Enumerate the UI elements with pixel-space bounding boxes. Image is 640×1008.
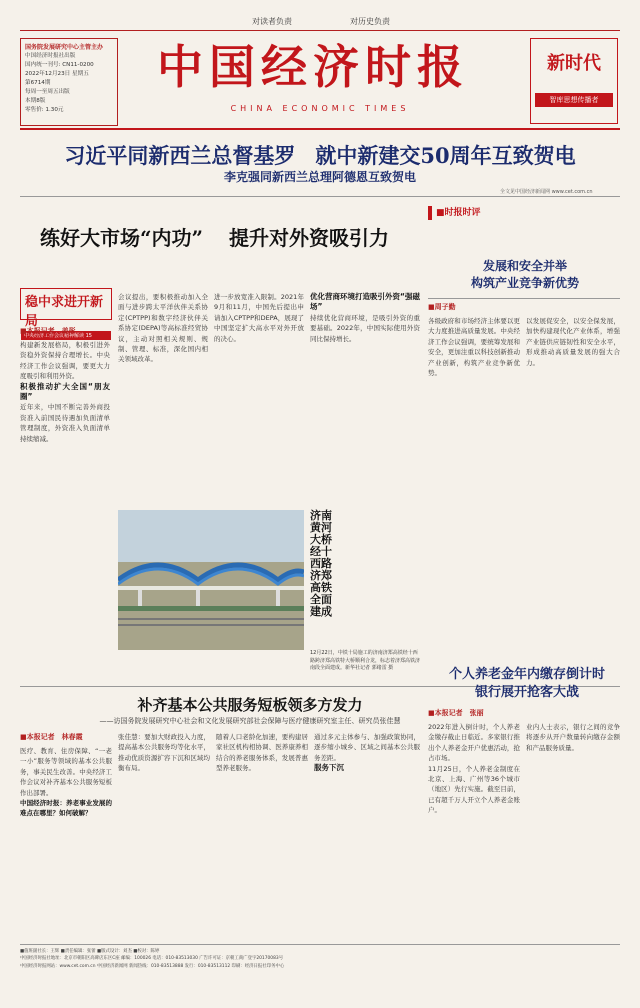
column-badge-sub: 中央经济工作会议精神解读 15: [21, 331, 111, 340]
new-era-badge: [530, 38, 618, 124]
story4-byline: ■本报记者 张丽: [428, 709, 484, 717]
story3-subhead: 服务下沉: [314, 763, 344, 773]
story2-col1: 各级政府和市场经济主体要以更大力度推进高质量发展。中央经济工作会议强调，要统筹发展和安全，更加注重以科技创新推动产业创新，构筑产业竞争新优势。: [428, 317, 520, 378]
lead-rule: [20, 196, 620, 197]
top-tag-2: 对历史负责: [350, 17, 390, 26]
story1-headline[interactable]: [40, 222, 389, 251]
photo-caption-title: 济南黄河大桥经十西路济郑高铁全面建成: [310, 509, 332, 618]
story2-byline: ■周子勤: [428, 303, 456, 311]
story3-qa: 中国经济时报：养老事业发展的难点在哪里？如何破解？: [20, 799, 112, 818]
story3-col1: 医疗、教育、住房保障、“一老一小”服务等领域的基本公共服务，事关民生改善。中央经济工作会议对补齐基本公共服务短板作出部署。 中国经济时报：养老事业发展的难点在哪里？如何破解？: [20, 747, 112, 818]
story2-col2: 以发展促安全，以安全保发展，加快构建现代化产业体系，增强产业链供应链韧性和安全水平，形成推动高质量发展的强大合力。: [526, 317, 620, 367]
commentary-section-header: [428, 206, 620, 220]
info-pages: 本期8版: [25, 98, 46, 104]
story4-headline[interactable]: [434, 666, 620, 702]
story3-subheadline: ——访国务院发展研究中心社会和文化发展研究部社会保障与医疗健康研究室主任、研究员张佳慧: [99, 717, 401, 725]
top-rule: [20, 30, 620, 31]
story1-title-a: 练好大市场“内功”: [40, 226, 204, 250]
story1-byline: ■本报记者 姜彤: [20, 327, 76, 335]
story4-title-l2: 银行展开抢客大战: [474, 685, 579, 700]
footer-line-1: ■值班副社长：王辉 ■责任编辑：张蕾 ■版式设计：刘杰 ■校对：陈婷: [20, 949, 160, 954]
info-price: 零售价: 1.30元: [25, 107, 64, 113]
masthead-rule: [20, 128, 620, 130]
story3-col4: 通过多元主体参与、加强政策协同，逐步缩小城乡、区域之间基本公共服务差距。 服务下沉: [314, 733, 420, 773]
column-badge-title: 稳中求进开新局: [25, 295, 104, 329]
lead-dateline: 全文见中国经济新闻网 www.cet.com.cn: [500, 189, 593, 195]
footer-line-3: 中国经济时报网站：www.cet.com.cn 中国经济新闻网 新闻热线：010-83513888 发行：010-83513112 印刷：经济日报社印务中心: [20, 963, 285, 969]
story3-col3: 随着人口老龄化加速，要构建居家社区机构相协调、医养康养相结合的养老服务体系，发展普惠型养老服务。: [216, 733, 308, 773]
story4-title-l1: 个人养老金年内缴存倒计时: [448, 667, 605, 682]
story3-headline[interactable]: 补齐基本公共服务短板领多方发力: [137, 696, 363, 714]
badge-title: 新时代: [547, 53, 601, 74]
masthead-english: CHINA ECONOMIC TIMES: [230, 104, 410, 113]
story4-col2: 业内人士表示，银行之间的竞争将逐步从开户数量转向缴存金额和产品服务质量。: [526, 723, 620, 752]
story1-col3: 进一步放宽准入限制。2021年9月和11月，中国先后提出申请加入CPTPP和DEPA，展现了中国坚定扩大高水平对外开放的决心。: [214, 293, 304, 343]
lead-subheadline[interactable]: 李克强同新西兰总理阿德恩互致贺电: [223, 170, 416, 184]
publication-info-box: [20, 38, 118, 126]
info-org2: 中国经济时报社出版: [25, 53, 76, 59]
story2-headline[interactable]: [436, 258, 614, 292]
story1-col4: 优化营商环境打造吸引外资“强磁场” 持续优化营商环境，是吸引外资的重要基础。2022年，中国实际使用外资同比保持增长。: [310, 292, 420, 343]
top-tags: [246, 16, 396, 27]
photo-caption: 12月22日，中铁十局施工的济南济郑高铁经十西路跨济郑高铁特大桥顺利合龙，标志着济郑高铁济南段全面建成。新华社记者 郭绪雷 摄: [310, 650, 421, 671]
story1-col2: 会议提出，要积极推动加入全面与进步跨太平洋伙伴关系协定(CPTPP)和数字经济伙伴关系协定(DEPA)等高标准经贸协议，主动对照相关规则、规制、管理、标准，深化国内相关领域改革。: [118, 293, 208, 364]
footer-line-2: 中国经济时报社地址：北京市朝阳区高碑店东区C座 邮编：100026 电话：010-83513030 广告许可证：京朝工商广登字20170083号: [20, 956, 284, 962]
story1-col1: 构建新发展格局，积极引进外资稳外资保持合理增长。中央经济工作会议强调，要更大力度吸引和利用外资。 积极推动扩大全国“朋友圈” 近年来，中国不断完善外商投资准入前国民待遇加负面清单管理制度，外资准入负面清单持续缩减。: [20, 341, 110, 443]
story4-col1: 2022年进入倒计时，个人养老金缴存截止日临近。多家银行推出个人养老金开户优惠活动，抢占市场。 11月25日，个人养老金制度在北京、上海、广州等36个城市（地区）先行实施。截至目前，已有超千万人开立个人养老金账户。: [428, 723, 520, 815]
bridge-illustration: [118, 510, 304, 650]
story3-byline: ■本报记者 林春霞: [20, 733, 83, 741]
badge-sub: 智库思想传播者: [535, 93, 613, 107]
lead-headline-b: 就中新建交50周年互致贺电: [315, 143, 576, 168]
bridge-photo[interactable]: [118, 510, 304, 650]
info-org: 国务院发展研究中心主管主办: [25, 44, 104, 51]
page-footer: [20, 948, 620, 970]
lead-headline[interactable]: [20, 140, 620, 170]
story2-rule: [428, 298, 620, 299]
story2-title-l2: 构筑产业竞争新优势: [470, 276, 579, 290]
info-date: 2022年12月23日 星期五: [25, 71, 89, 77]
lead-headline-a: 习近平同新西兰总督基罗: [64, 143, 296, 168]
story1-subhead1: 积极推动扩大全国“朋友圈”: [20, 381, 110, 402]
info-cn: 国内统一刊号: CN11-0200: [25, 62, 94, 68]
story3-col2: 张佳慧：要加大财政投入力度，提高基本公共服务均等化水平，推动优质资源扩容下沉和区域均衡布局。: [118, 733, 210, 773]
top-tag-1: 对读者负责: [252, 17, 292, 26]
commentary-label: ■时报时评: [428, 206, 620, 220]
info-daily: 每周一至周五出版: [25, 89, 70, 95]
footer-rule: [20, 944, 620, 945]
story2-title-l1: 发展和安全并举: [482, 259, 567, 273]
story1-subhead2: 优化营商环境打造吸引外资“强磁场”: [310, 292, 420, 312]
info-issue: 第6714期: [25, 80, 51, 86]
story1-title-b: 提升对外资吸引力: [229, 226, 390, 250]
masthead-title: 中国经济时报: [157, 40, 469, 94]
